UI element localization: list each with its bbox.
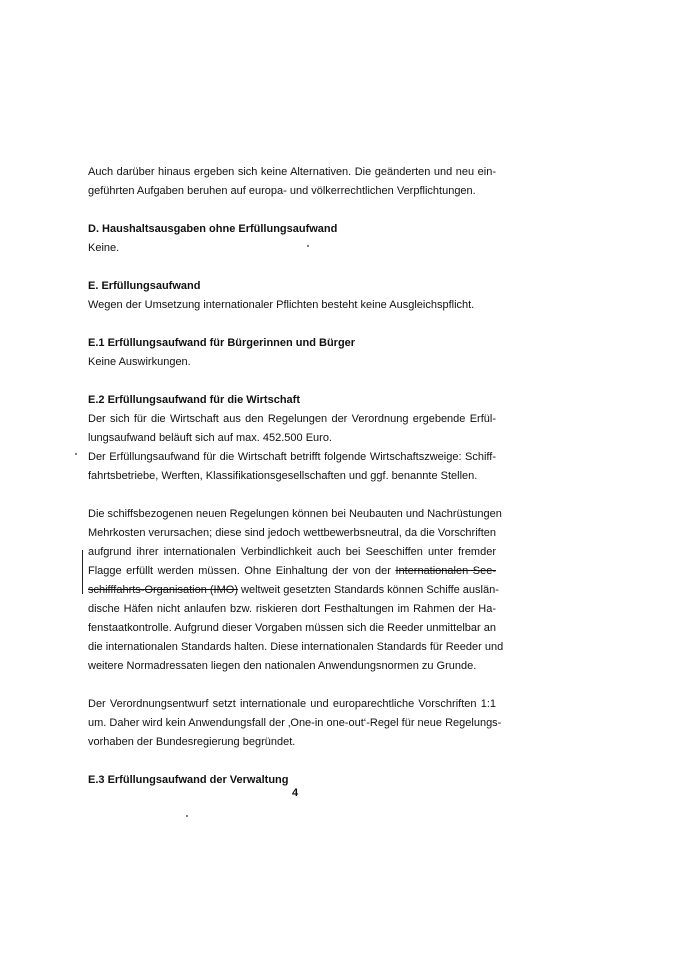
heading-e3: E.3 Erfüllungsaufwand der Verwaltung: [88, 774, 289, 786]
revision-change-bar: [82, 550, 83, 594]
heading-e1: E.1 Erfüllungsaufwand für Bürgerinnen und Bürger: [88, 337, 356, 349]
page-number: 4: [291, 787, 299, 799]
text-line: Der sich für die Wirtschaft aus den Regelungen der Verordnung ergebende Erfül-: [88, 413, 496, 425]
text-line: vorhaben der Bundesregierung begründet.: [88, 736, 296, 748]
paragraph-one-in-one-out: [88, 695, 502, 752]
document-body: [88, 163, 504, 790]
text-line: Keine Auswirkungen.: [88, 356, 191, 368]
deleted-text: Internationalen See-: [395, 565, 496, 577]
heading-d: D. Haushaltsausgaben ohne Erfüllungsaufwand: [88, 223, 338, 235]
text-line: geführten Aufgaben beruhen auf europa- und völkerrechtlichen Verpflichtungen.: [88, 185, 476, 197]
text-line-with-deletion: [88, 562, 496, 581]
text-line: fenstaatkontrolle. Aufgrund dieser Vorgaben müssen sich die Reeder unmittelbar an: [88, 622, 496, 634]
text-line: um. Daher wird kein Anwendungsfall der ‚One-in one-out‘-Regel für neue Regelungs-: [88, 717, 502, 729]
paragraph-e2-costs: [88, 410, 496, 486]
text-line: Die schiffsbezogenen neuen Regelungen können bei Neubauten und Nachrüstungen: [88, 508, 502, 520]
paragraph-alternatives: [88, 163, 496, 201]
scan-speck: [307, 245, 309, 247]
text-line: Mehrkosten verursachen; diese sind jedoch wettbewerbsneutral, da die Vorschriften: [88, 527, 496, 539]
text-segment: Flagge erfüllt werden müssen. Ohne Einhaltung der von der: [88, 565, 396, 577]
paragraph-e1: [88, 353, 496, 372]
heading-e: E. Erfüllungsaufwand: [88, 280, 201, 292]
text-segment: weltweit gesetzten Standards können Schiffe auslän-: [237, 584, 499, 596]
text-line: fahrtsbetriebe, Werften, Klassifikationsgesellschaften und ggf. benannte Stellen.: [88, 470, 478, 482]
scan-speck: [186, 815, 188, 817]
heading-e2: E.2 Erfüllungsaufwand für die Wirtschaft: [88, 394, 300, 406]
text-line: Der Verordnungsentwurf setzt internationale und europarechtliche Vorschriften 1:1: [88, 698, 496, 710]
text-line: Keine.: [88, 242, 120, 254]
paragraph-d: [88, 239, 496, 258]
text-line: Wegen der Umsetzung internationaler Pflichten besteht keine Ausgleichspflicht.: [88, 299, 475, 311]
text-line: weitere Normadressaten liegen den nationalen Anwendungsnormen zu Grunde.: [88, 660, 477, 672]
deleted-text: schifffahrts-Organisation (IMO): [88, 584, 238, 596]
scan-speck: [75, 453, 77, 455]
text-line: Auch darüber hinaus ergeben sich keine Alternativen. Die geänderten und neu ein-: [88, 166, 496, 178]
text-line: lungsaufwand beläuft sich auf max. 452.500 Euro.: [88, 432, 332, 444]
text-line: die internationalen Standards halten. Diese internationalen Standards für Reeder und: [88, 641, 504, 653]
paragraph-ship-regulations: [88, 505, 504, 676]
text-line-with-deletion: [88, 581, 499, 600]
text-line: aufgrund ihrer internationalen Verbindlichkeit auch bei Seeschiffen unter fremder: [88, 546, 496, 558]
text-line: dische Häfen nicht anlaufen bzw. riskieren dort Festhaltungen im Rahmen der Ha-: [88, 603, 496, 615]
text-line: Der Erfüllungsaufwand für die Wirtschaft betrifft folgende Wirtschaftszweige: Schiff-: [88, 451, 496, 463]
paragraph-e: [88, 296, 496, 315]
